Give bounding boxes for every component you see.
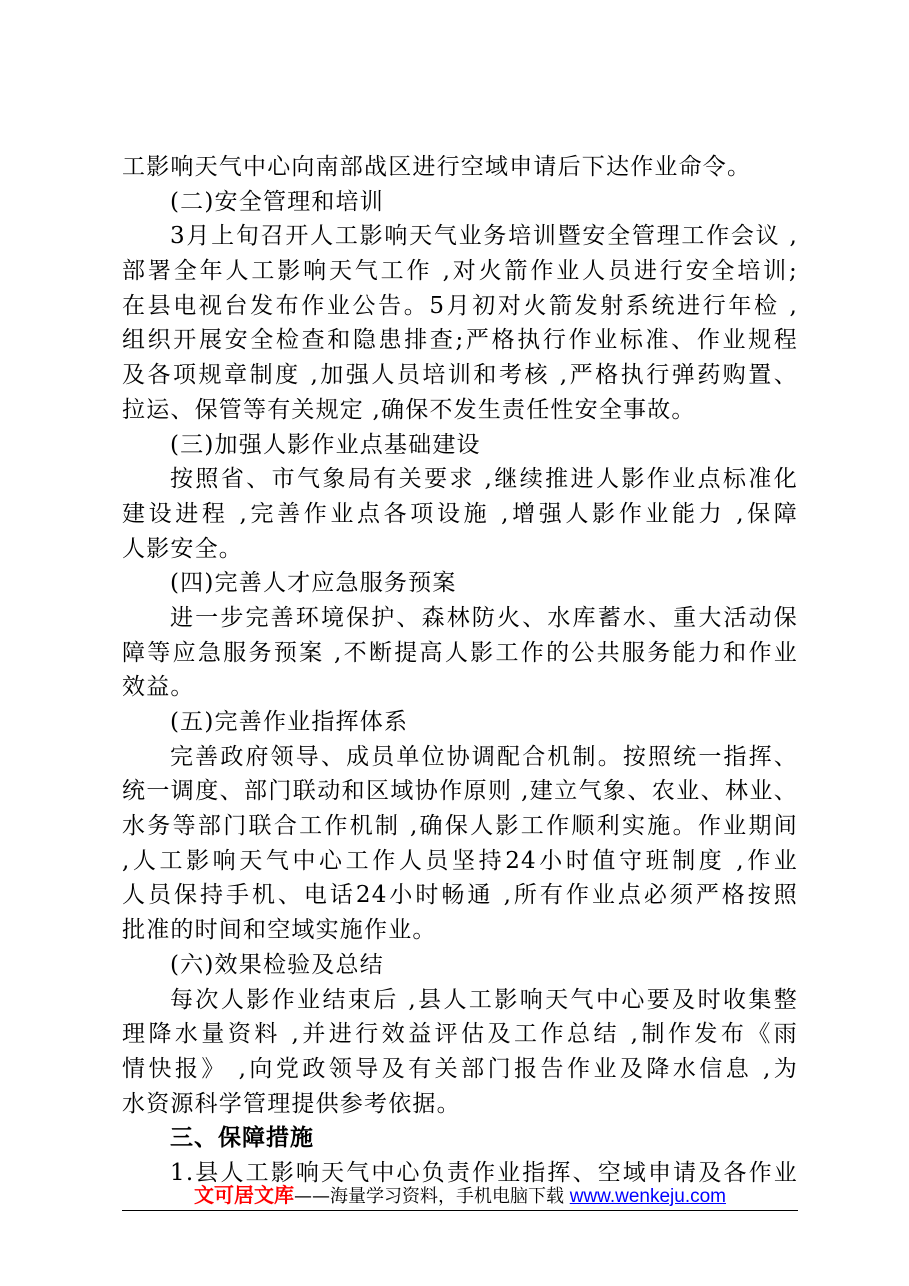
paragraph-line: 在县电视台发布作业公告。5月初对火箭发射系统进行年检 ,: [122, 292, 798, 319]
paragraph-line: 建设进程 ,完善作业点各项设施 ,增强人影作业能力 ,保障: [122, 500, 798, 527]
section-title: (四)完善人才应急服务预案: [170, 570, 457, 597]
section-title: (五)完善作业指挥体系: [170, 709, 409, 735]
paragraph-line: 批准的时间和空域实施作业。: [122, 917, 437, 944]
paragraph-line: 按照省、市气象局有关要求 ,继续推进人影作业点标准化: [170, 466, 798, 493]
footer-slogan: ——海量学习资料，手机电脑下载: [293, 1186, 570, 1207]
paragraph-line: 部署全年人工影响天气工作 ,对火箭作业人员进行安全培训;: [122, 258, 798, 285]
paragraph-line: 情快报》 ,向党政领导及有关部门报告作业及降水信息 ,为: [122, 1055, 798, 1082]
paragraph-line: 1.县人工影响天气中心负责作业指挥、空域申请及各作业: [170, 1159, 798, 1186]
paragraph-line: 3月上旬召开人工影响天气业务培训暨安全管理工作会议 ,: [170, 223, 798, 250]
document-body: [122, 150, 798, 1191]
paragraph-line: 统一调度、部门联动和区域协作原则 ,建立气象、农业、林业、: [122, 778, 798, 805]
footer-url-link[interactable]: www.wenkeju.com: [569, 1186, 726, 1207]
footer-divider: [122, 1210, 798, 1211]
section-title: (二)安全管理和培训: [170, 188, 384, 215]
paragraph-line: 进一步完善环境保护、森林防火、水库蓄水、重大活动保: [170, 604, 798, 631]
paragraph-line: 障等应急服务预案 ,不断提高人影工作的公共服务能力和作业: [122, 639, 798, 666]
paragraph-line: 水资源科学管理提供参考依据。: [122, 1090, 461, 1117]
section-title: (三)加强人影作业点基础建设: [170, 431, 481, 458]
paragraph-line: 及各项规章制度 ,加强人员培训和考核 ,严格执行弹药购置、: [122, 362, 798, 389]
paragraph-line: 组织开展安全检查和隐患排查;严格执行作业标准、作业规程: [122, 327, 798, 354]
paragraph-line: 每次人影作业结束后 ,县人工影响天气中心要及时收集整: [170, 986, 798, 1013]
paragraph-line: 完善政府领导、成员单位协调配合机制。按照统一指挥、: [170, 743, 798, 770]
paragraph-line: 效益。: [122, 674, 195, 701]
section-title: (六)效果检验及总结: [170, 951, 384, 978]
paragraph-line: 工影响天气中心向南部战区进行空域申请后下达作业命令。: [122, 154, 752, 180]
paragraph-line: ,人工影响天气中心工作人员坚持24小时值守班制度 ,作业: [122, 847, 798, 874]
footer-brand: 文可居文库: [193, 1183, 294, 1207]
chapter-heading: 三、保障措施: [170, 1125, 314, 1152]
page-footer: [122, 1180, 798, 1212]
paragraph-line: 拉运、保管等有关规定 ,确保不发生责任性安全事故。: [122, 396, 696, 423]
paragraph-line: 人员保持手机、电话24小时畅通 ,所有作业点必须严格按照: [122, 882, 798, 909]
paragraph-line: 理降水量资料 ,并进行效益评估及工作总结 ,制作发布《雨: [122, 1021, 798, 1048]
paragraph-line: 人影安全。: [122, 535, 243, 562]
paragraph-line: 水务等部门联合工作机制 ,确保人影工作顺利实施。作业期间: [122, 813, 798, 840]
